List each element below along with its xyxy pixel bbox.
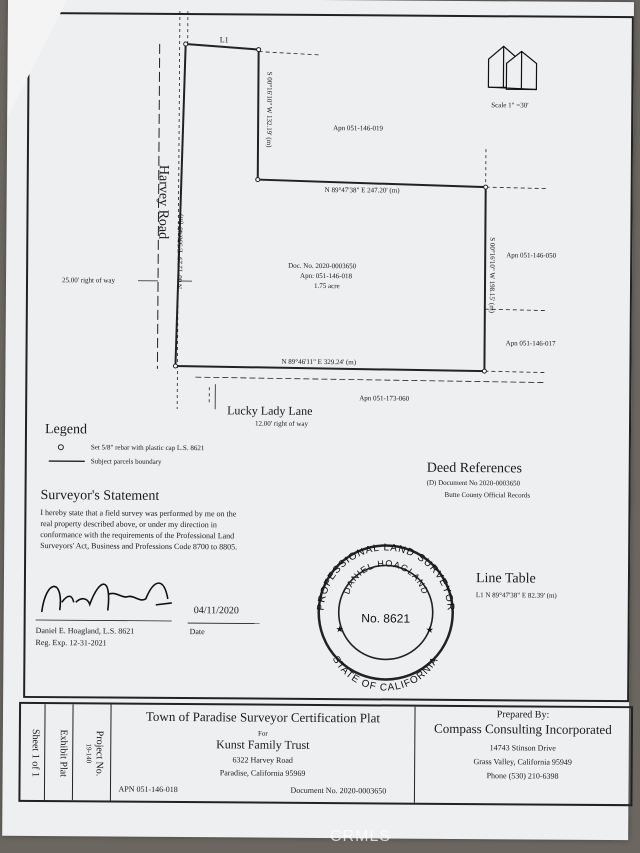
company-name: Compass Consulting Incorporated (434, 720, 612, 738)
north-arrow-icon (488, 46, 536, 89)
bearing-mid-north: N 89°47'38" E 247.20' (m) (324, 186, 400, 195)
statement-title: Surveyor's Statement (40, 488, 160, 504)
prepared-by-label: Prepared By: (496, 709, 550, 721)
seal-state-text: STATE OF CALIFORNIA (329, 654, 441, 694)
plat-title: Town of Paradise Surveyor Certification Plat (145, 708, 381, 726)
seal-number: No. 8621 (361, 611, 411, 626)
line-table-row: L1 N 89°47'38" E 82.39' (m) (475, 591, 557, 600)
statement-line: I hereby state that a field survey was performed by me on the (40, 508, 237, 519)
seal-name-text: DANIEL HOAGLAND (341, 558, 431, 596)
parcel-boundary (175, 44, 486, 371)
statement-line: real property described above, or under my direction in (40, 519, 217, 530)
deed-line1: (D) Document No 2020-0003650 (426, 478, 521, 488)
exhibit-label: Exhibit Plat (57, 729, 69, 778)
statement-date-label: Date (189, 627, 205, 637)
apn-north: Apn 051-146-019 (333, 124, 384, 133)
for-label: For (257, 729, 268, 738)
road-lucky-lady-row: 12.00' right of way (255, 419, 309, 428)
client-name: Kunst Family Trust (216, 737, 310, 752)
signature-drawing (42, 582, 172, 613)
surveyor-seal (318, 545, 453, 680)
client-address1: 6322 Harvey Road (232, 755, 293, 765)
statement-line: conformance with the requirements of the Professional Land (40, 530, 235, 541)
road-harvey-label: Harvey Road (155, 164, 171, 240)
scale-label: Scale 1" =30' (491, 101, 529, 110)
title-block (18, 702, 633, 806)
legend-boundary: Subject parcels boundary (90, 457, 162, 466)
line-l1-label: L1 (219, 35, 229, 45)
line-table-title: Line Table (475, 571, 536, 587)
sheet-number: Sheet 1 of 1 (29, 728, 41, 778)
rebar-marker (184, 42, 188, 46)
legend-rebar: Set 5/8" rebar with plastic cap L.S. 8621 (90, 443, 205, 453)
statement-line: Surveyors' Act, Business and Professions Code 8700 to 8805. (40, 541, 238, 552)
parcel-doc: Doc. No. 2020-0003650 (288, 261, 357, 271)
rebar-marker (482, 369, 486, 373)
parcel-area: 1.75 acre (313, 281, 340, 291)
bearing-west: N 00°12'29" E 330.48' (m) (175, 214, 185, 290)
rebar-marker (256, 178, 260, 182)
crmls-watermark: CRMLS (330, 828, 392, 845)
company-phone: Phone (530) 210-6398 (486, 771, 559, 781)
bearing-south: N 89°46'11" E 329.24' (m) (281, 357, 357, 367)
parcel-apn: Apn: 051-146-018 (300, 271, 353, 281)
surveyor-name: Daniel E. Hoagland, L.S. 8621 (35, 626, 135, 636)
surveyor-reg-exp: Reg. Exp. 12-31-2021 (35, 638, 107, 648)
rebar-legend-icon (58, 445, 63, 450)
survey-plat-sheet (2, 0, 634, 840)
project-number: 19-140 (84, 743, 93, 764)
bearing-east: S 00°16'10" W 198.15' (m) (487, 237, 497, 314)
road-lucky-lady-label: Lucky Lady Lane (227, 403, 313, 418)
client-address2: Paradise, California 95969 (219, 768, 306, 778)
deed-line2: Butte County Official Records (444, 490, 531, 500)
titleblock-document: Document No. 2020-0003650 (290, 785, 387, 796)
seal-star-icon: ★ (425, 624, 434, 635)
company-address2: Grass Valley, California 95949 (473, 757, 572, 767)
rebar-marker (484, 185, 488, 189)
apn-east-lower: Apn 051-146-017 (505, 339, 556, 348)
project-label: Project No. (93, 730, 105, 777)
rebar-marker (257, 48, 261, 52)
apn-south: Apn 051-173-060 (359, 394, 410, 403)
deed-title: Deed References (426, 460, 523, 477)
statement-date-value: 04/11/2020 (193, 605, 239, 617)
rebar-marker (173, 364, 177, 368)
company-address1: 14743 Stinson Drive (489, 743, 556, 753)
seal-star-icon: ★ (335, 624, 344, 635)
titleblock-apn: APN 051-146-018 (118, 784, 178, 795)
seal-outer-text: PROFESSIONAL LAND SURVEYOR (315, 542, 456, 612)
road-harvey-row: 25.00' right of way (62, 276, 116, 285)
apn-east-upper: Apn 051-146-050 (506, 251, 557, 260)
bearing-top-east: S 00°16'10" W 132.19' (m) (264, 71, 274, 148)
legend-title: Legend (44, 422, 88, 438)
